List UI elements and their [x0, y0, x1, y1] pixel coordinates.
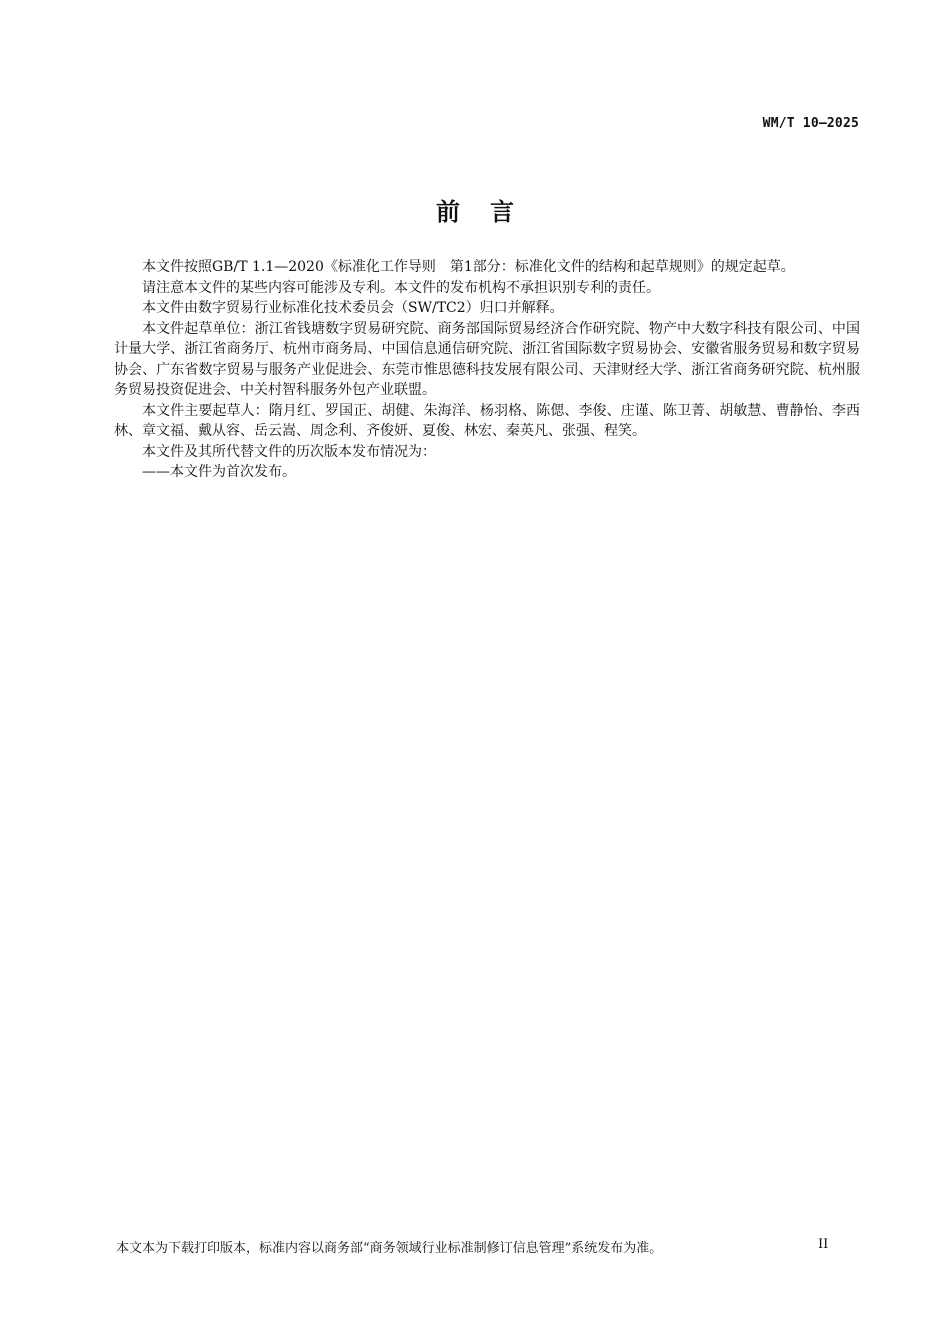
page-title: 前言: [436, 198, 544, 226]
paragraph-drafters: 本文件主要起草人：隋月红、罗国正、胡健、朱海洋、杨羽格、陈偲、李俊、庄谨、陈卫菁、胡敏慧、曹静怡、李西林、章文福、戴从容、岳云嵩、周念利、齐俊妍、夏俊、林宏、秦英凡、张强、程笑。: [114, 402, 860, 439]
standard-code: WM/T 10—2025: [762, 116, 859, 131]
footer-note: 本文本为下载打印版本，标准内容以商务部“商务领域行业标准制修订信息管理”系统发布为准。: [116, 1241, 663, 1256]
page-number: II: [818, 1237, 829, 1252]
foreword-body: [114, 257, 860, 483]
paragraph-drafting-units: 本文件起草单位：浙江省钱塘数字贸易研究院、商务部国际贸易经济合作研究院、物产中大数字科技有限公司、中国计量大学、浙江省商务厅、杭州市商务局、中国信息通信研究院、浙江省国际数字贸易协会、安徽省服务贸易和数字贸易协会、广东省数字贸易与服务产业促进会、东莞市惟思德科技发展有限公司、天津财经大学、浙江省商务研究院、杭州服务贸易投资促进会、中关村智科服务外包产业联盟。: [114, 320, 860, 398]
paragraph-version-history: 本文件及其所代替文件的历次版本发布情况为：: [142, 443, 436, 460]
paragraph-patent-notice: 请注意本文件的某些内容可能涉及专利。本文件的发布机构不承担识别专利的责任。: [142, 279, 660, 296]
paragraph-first-release: ——本文件为首次发布。: [142, 464, 296, 480]
paragraph-drafting-rules: 本文件按照GB/T 1.1—2020《标准化工作导则 第1部分：标准化文件的结构和起草规则》的规定起草。: [142, 259, 795, 275]
paragraph-committee: 本文件由数字贸易行业标准化技术委员会（SW/TC2）归口并解释。: [142, 300, 564, 316]
